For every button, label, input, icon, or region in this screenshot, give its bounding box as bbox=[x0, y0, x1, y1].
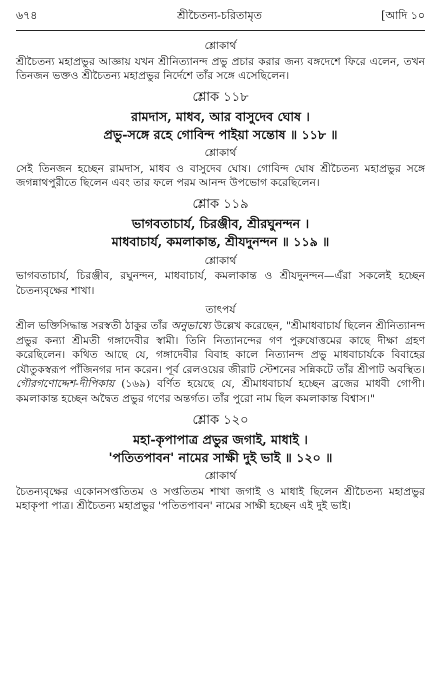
section-label-translation: শ্লোকার্থ bbox=[204, 254, 237, 267]
verse-line: রামদাস, মাধব, আর বাসুদেব ঘোষ । bbox=[131, 108, 310, 124]
book-title: শ্রীচৈতন্য-চরিতামৃত bbox=[177, 9, 262, 22]
page-number: ৬৭৪ bbox=[16, 9, 38, 22]
translation-paragraph: ভাগবতাচার্য, চিরঞ্জীব, রঘুনন্দন, মাধবাচার্য, কমলাকান্ত ও শ্রীযদুনন্দন—এঁরা সকলেই হচ্ছেন চৈতন্যবৃক্ষের শাখা। bbox=[16, 270, 425, 297]
header-rule bbox=[16, 30, 425, 31]
verse-line: ভাগবতাচার্য, চিরঞ্জীব, শ্রীরঘুনন্দন । bbox=[131, 216, 310, 232]
section-label-translation: শ্লোকার্থ bbox=[204, 40, 237, 52]
verse-title: শ্লোক ১২০ bbox=[192, 412, 249, 428]
translation-paragraph: সেই তিনজন হচ্ছেন রামদাস, মাধব ও বাসুদেব ঘোষ। গোবিন্দ ঘোষ শ্রীচৈতন্য মহাপ্রভুর সঙ্গে জগন্নাথপুরীতে ছিলেন এবং তার ফলে পরম আনন্দ উপভোগ করেছিলেন। bbox=[16, 162, 425, 190]
section-label-purport: তাৎপর্য bbox=[205, 304, 236, 317]
purport-text: উল্লেখ করেছেন, "শ্রীমাধবাচার্য ছিলেন শ্রীনিত্যানন্দ প্রভুর কন্যা শ্রীমতী গঙ্গাদেবীর স্বামী। তিনি নিত্যানন্দের গণ পুরুষোত্তমের কাছে দীক্ষা গ্রহণ করেছিলেন। কথিত আছে যে, গঙ্গাদেবীর বিবাহ কালে নিত্যানন্দ প্রভু মাধবাচার্যকে বিবাহের যৌতুকস্বরূপ পাঁজিনগর দান করেন। পূর্ব রেলওয়ের জীরাট স্টেশনের সন্নিকটে তাঁর শ্রীপাট অবস্থিত। bbox=[16, 319, 426, 376]
running-header bbox=[16, 8, 425, 30]
purport-text: শ্রীল ভক্তিসিদ্ধান্ত সরস্বতী ঠাকুর তাঁর bbox=[16, 319, 172, 332]
section-label-translation: শ্লোকার্থ bbox=[204, 147, 237, 160]
section-label-translation: শ্লোকার্থ bbox=[204, 470, 237, 483]
chapter-reference: [আদি ১০ bbox=[381, 9, 425, 22]
verse-line: মাধবাচার্য, কমলাকান্ত, শ্রীযদুনন্দন ॥ ১১৯ ॥ bbox=[111, 234, 330, 250]
cited-book-title: অনুভাষ্যে bbox=[171, 319, 211, 332]
verse-title: শ্লোক ১১৯ bbox=[192, 197, 249, 213]
translation-paragraph: চৈতন্যবৃক্ষের একোনসপ্ততিতম ও সপ্ততিতম শাখা জগাই ও মাধাই ছিলেন শ্রীচৈতন্য মহাপ্রভুর মহাকৃপা পাত্র। শ্রীচৈতন্য মহাপ্রভুর 'পতিতপাবন' নামের সাক্ষী হচ্ছেন এই দুই ভাই। bbox=[16, 485, 425, 513]
purport-text: (১৬৯) বর্ণিত হয়েছে যে, শ্রীমাধবাচার্য হচ্ছেন ব্রজের মাধবী গোপী। কমলাকান্ত হচ্ছেন অদ্বৈত প্রভুর গণের অন্তর্গত। তাঁর পুরো নাম ছিল কমলাকান্ত বিশ্বাস।" bbox=[16, 378, 425, 406]
verse-line: প্রভু-সঙ্গে রহে গোবিন্দ পাইয়া সন্তোষ ॥ ১১৮ ॥ bbox=[103, 127, 338, 143]
purport-paragraph bbox=[16, 319, 425, 407]
verse-title: শ্লোক ১১৮ bbox=[192, 89, 249, 105]
cited-book-title: গৌরগণোদ্দেশ-দীপিকায় bbox=[16, 378, 115, 391]
translation-paragraph: শ্রীচৈতন্য মহাপ্রভুর আজ্ঞায় যখন শ্রীনিত্যানন্দ প্রভু প্রচার করার জন্য বঙ্গদেশে ফিরে এলেন, তখন তিনজন ভক্তও শ্রীচৈতন্য মহাপ্রভুর নির্দেশে তাঁর সঙ্গে এসেছিলেন। bbox=[16, 55, 425, 83]
verse-line: 'পতিতপাবন' নামের সাক্ষী দুই ভাই ॥ ১২০ ॥ bbox=[108, 449, 333, 465]
verse-line: মহা-কৃপাপাত্র প্রভুর জগাই, মাধাই । bbox=[133, 431, 308, 447]
